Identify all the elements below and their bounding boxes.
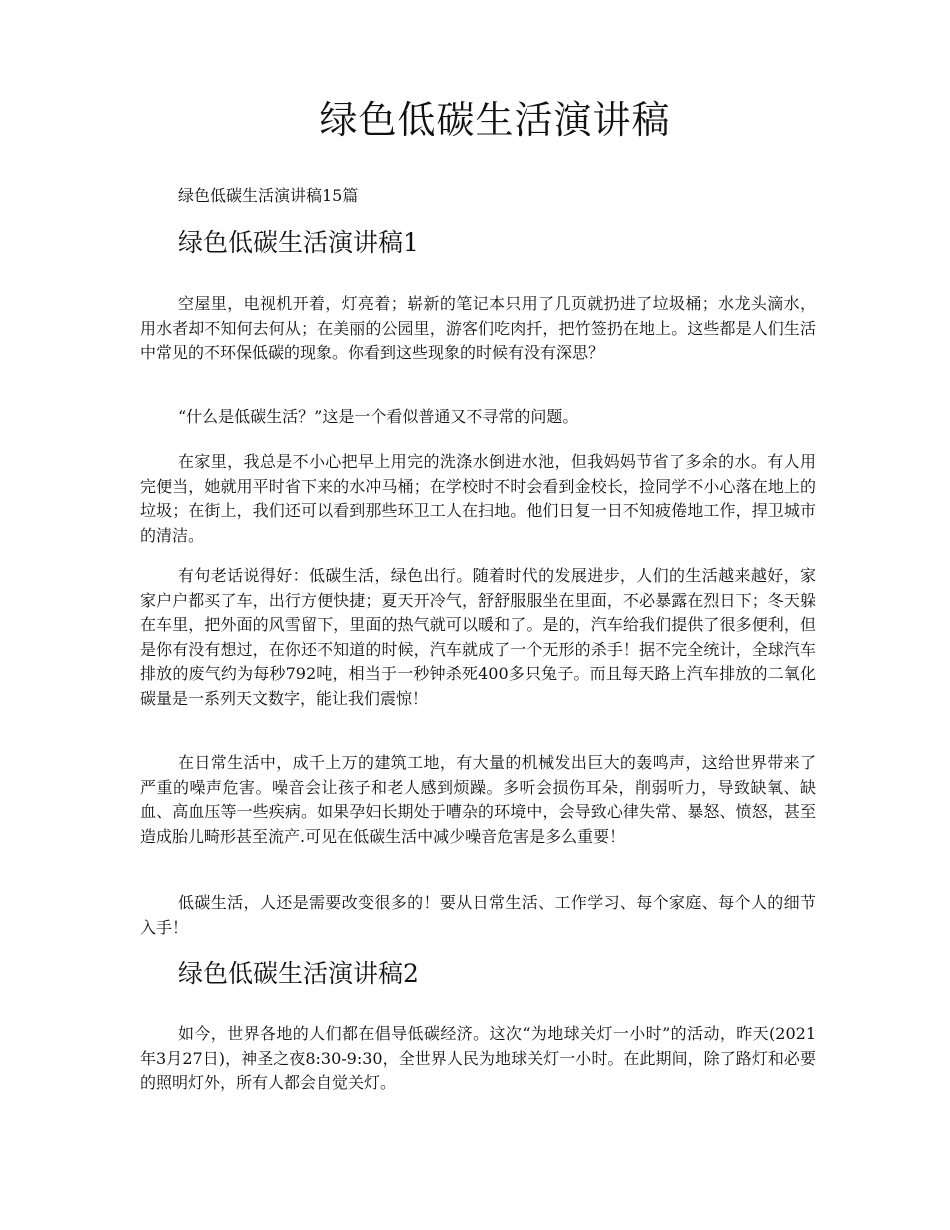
paragraph: “什么是低碳生活？”这是一个看似普通又不寻常的问题。 xyxy=(178,407,579,426)
paragraph: 空屋里，电视机开着，灯亮着；崭新的笔记本只用了几页就扔进了垃圾桶；水龙头滴水，用水者却不知何去何从；在美丽的公园里，游客们吃肉扦，把竹签扔在地上。这些都是人们生活中常见的不环保低碳的现象。你看到这些现象的时候有没有深思？ xyxy=(140,294,816,362)
document-title: 绿色低碳生活演讲稿 xyxy=(319,98,671,142)
paragraph: 低碳生活，人还是需要改变很多的！要从日常生活、工作学习、每个家庭、每个人的细节入手！ xyxy=(140,893,816,937)
section-heading-2: 绿色低碳生活演讲稿2 xyxy=(178,959,419,988)
paragraph: 有句老话说得好：低碳生活，绿色出行。随着时代的发展进步，人们的生活越来越好，家家户户都买了车，出行方便快捷；夏天开冷气，舒舒服服坐在里面，不必暴露在烈日下；冬天躲在车里，把外面的风雪留下，里面的热气就可以暖和了。是的，汽车给我们提供了很多便利，但是你有没有想过，在你还不知道的时候，汽车就成了一个无形的杀手！据不完全统计，全球汽车排放的废气约为每秒792吨，相当于一秒钟杀死400多只兔子。而且每天路上汽车排放的二氧化碳量是一系列天文数字，能让我们震惊！ xyxy=(140,566,816,708)
paragraph: 在日常生活中，成千上万的建筑工地，有大量的机械发出巨大的轰鸣声，这给世界带来了严重的噪声危害。噪音会让孩子和老人感到烦躁。多听会损伤耳朵，削弱听力，导致缺氧、缺血、高血压等一些疾病。如果孕妇长期处于嘈杂的环境中，会导致心律失常、暴怒、愤怒，甚至造成胎儿畸形甚至流产.可见在低碳生活中减少噪音危害是多么重要！ xyxy=(140,753,816,846)
paragraph: 在家里，我总是不小心把早上用完的洗涤水倒进水池，但我妈妈节省了多余的水。有人用完便当，她就用平时省下来的水冲马桶；在学校时不时会看到金校长，捡同学不小心落在地上的垃圾；在街上，我们还可以看到那些环卫工人在扫地。他们日复一日不知疲倦地工作，捍卫城市的清洁。 xyxy=(140,452,816,545)
section-heading-1: 绿色低碳生活演讲稿1 xyxy=(178,228,419,257)
paragraph: 如今，世界各地的人们都在倡导低碳经济。这次“为地球关灯一小时”的活动，昨天(2021年3月27日)，神圣之夜8:30-9:30，全世界人民为地球关灯一小时。在此期间，除了路灯和必要的照明灯外，所有人都会自觉关灯。 xyxy=(140,1024,816,1092)
document-subtitle: 绿色低碳生活演讲稿15篇 xyxy=(178,186,359,205)
